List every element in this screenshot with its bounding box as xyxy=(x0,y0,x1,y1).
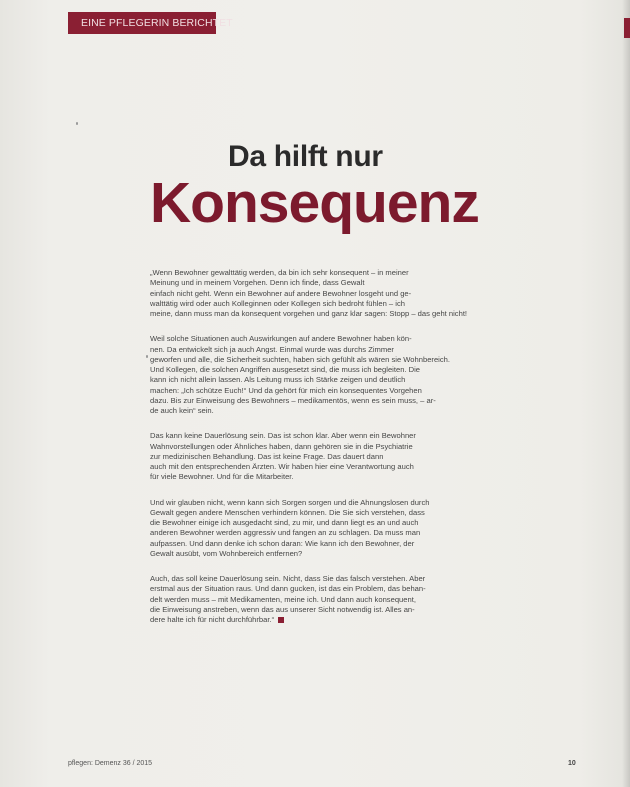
text-line: Das kann keine Dauerlösung sein. Das ist schon klar. Aber wenn ein Bewohner xyxy=(150,431,416,441)
paragraph xyxy=(150,498,490,560)
text-line: anderen Bewohner werden aggressiv und fangen an zu schlagen. Da muss man xyxy=(150,528,421,538)
paper-speck xyxy=(146,355,148,358)
text-line: nen. Da entwickelt sich ja auch Angst. Einmal wurde was durchs Zimmer xyxy=(150,344,394,354)
headline-line-1: Da hilft nur xyxy=(228,140,383,173)
text-line: dazu. Bis zur Einweisung des Bewohners – medikamentös, wenn es sein muss, – ar- xyxy=(150,395,436,405)
paragraph xyxy=(150,268,490,319)
text-line: Gewalt gegen andere Menschen verhindern können. Die Sie sich verstehen, dass xyxy=(150,507,425,517)
text-line: die Einweisung anstreben, wenn das aus unserer Sicht notwendig ist. Alles an- xyxy=(150,604,415,614)
text-line: geworfen und alle, die Sicherheit suchten, haben sich gefühlt als wären sie Wohnbereich. xyxy=(150,354,450,364)
text-line: Weil solche Situationen auch Auswirkungen auf andere Bewohner haben kön- xyxy=(150,334,412,344)
text-line: Und wir glauben nicht, wenn kann sich Sorgen sorgen und die Ahnungslosen durch xyxy=(150,497,430,507)
text-line: für viele Bewohner. Und für die Mitarbeiter. xyxy=(150,472,294,482)
text-line: Meinung und in meinem Vorgehen. Denn ich finde, dass Gewalt xyxy=(150,278,365,288)
text-line: kann ich nicht allein lassen. Als Leitung muss ich Stärke zeigen und deutlich xyxy=(150,375,406,385)
text-line: einfach nicht geht. Wenn ein Bewohner auf andere Bewohner losgeht und ge- xyxy=(150,288,412,298)
text-line: Und Kollegen, die solchen Angriffen ausgesetzt sind, die muss ich begleiten. Die xyxy=(150,365,421,374)
text-line: erstmal aus der Situation raus. Und dann gucken, ist das ein Problem, das behan- xyxy=(150,584,426,594)
text-line: Auch, das soll keine Dauerlösung sein. Nicht, dass Sie das falsch verstehen. Aber xyxy=(150,574,426,583)
text-line: zur medizinischen Behandlung. Das ist keine Frage. Das dauert dann xyxy=(150,451,384,461)
text-line: meine, dann muss man da konsequent vorgehen und ganz klar sagen: Stopp – das geht nicht! xyxy=(150,309,468,318)
article-body xyxy=(150,268,490,640)
paper-speck xyxy=(76,122,78,125)
text-line: die Bewohner einige ich ausgedacht sind, zu mir, und dann liegt es an und auch xyxy=(150,518,419,527)
text-line: dere halte ich für nicht durchführbar.“ xyxy=(150,615,490,625)
paragraph xyxy=(150,431,490,482)
text-line: „Wenn Bewohner gewalttätig werden, da bin ich sehr konsequent – in meiner xyxy=(150,268,409,277)
text-line: Wahnvorstellungen oder Ähnliches haben, dann gehören sie in die Psychiatrie xyxy=(150,441,413,451)
text-line: walttätig wird oder auch Kolleginnen oder Kollegen sich bedroht fühlen – ich xyxy=(150,298,405,308)
page-edge-tab-mark xyxy=(624,18,630,38)
text-line: Gewalt ausübt, vom Wohnbereich entfernen? xyxy=(150,548,303,558)
page-edge-shadow xyxy=(622,0,630,787)
headline-line-2: Konsequenz xyxy=(150,171,479,235)
text-line: de auch kein“ sein. xyxy=(150,406,214,415)
end-of-article-square-icon xyxy=(278,617,284,623)
text-line: auch mit den entsprechenden Ärzten. Wir haben hier eine Verantwortung auch xyxy=(150,462,414,471)
footer-issue: pflegen: Demenz 36 / 2015 xyxy=(68,760,153,767)
paragraph xyxy=(150,574,490,625)
category-label: EINE PFLEGERIN BERICHTET xyxy=(68,12,216,34)
text-line: delt werden muss – mit Medikamenten, meine ich. Und dann auch konsequent, xyxy=(150,594,416,604)
paragraph xyxy=(150,334,490,416)
footer-page-number: 10 xyxy=(568,760,576,767)
text-line: machen: „Ich schütze Euch!“ Und da gehört für mich ein konsequentes Vorgehen xyxy=(150,385,422,395)
text-line: aufpassen. Und dann denke ich schon daran: Wie kann ich den Bewohner, der xyxy=(150,538,415,548)
